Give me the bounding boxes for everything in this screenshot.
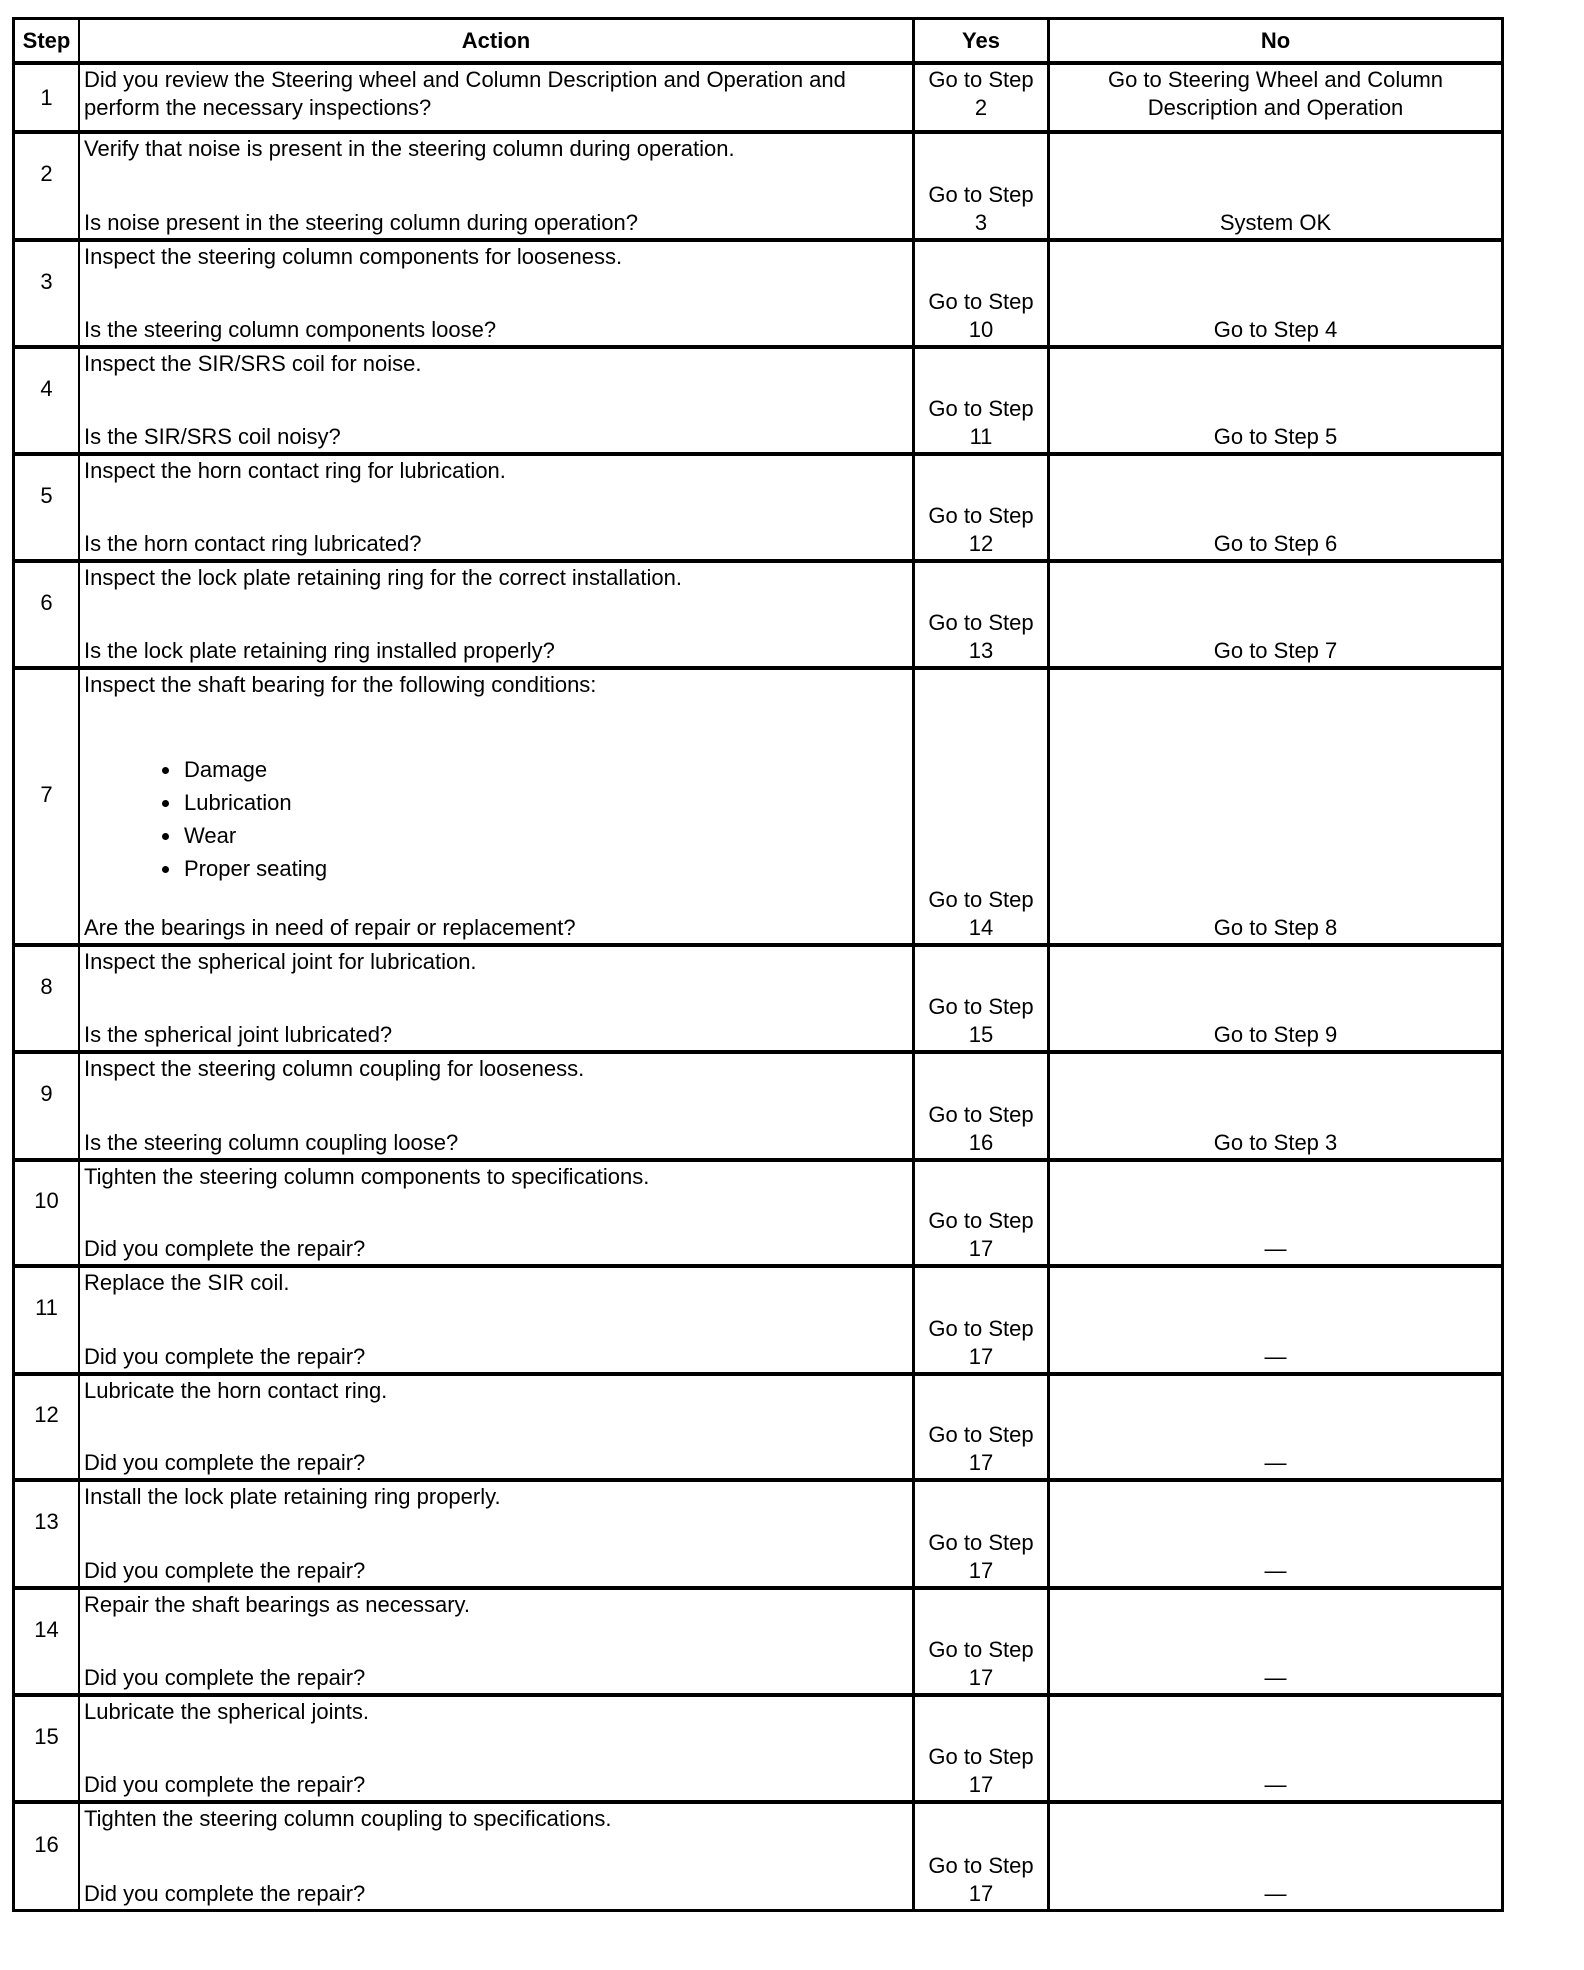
- action-question: Did you complete the repair?: [84, 1450, 366, 1475]
- yes-text: 17: [968, 1236, 994, 1261]
- yes-text: Go to Step: [928, 1853, 1034, 1878]
- step-number: 6: [15, 563, 80, 666]
- action-instruction: Inspect the lock plate retaining ring for the correct installation.: [84, 565, 682, 590]
- action-cell: [80, 1376, 915, 1478]
- yes-text: 3: [974, 210, 988, 235]
- no-cell: [1050, 670, 1501, 943]
- no-text: Go to Step 6: [1213, 531, 1338, 556]
- table-row: [15, 1264, 1501, 1372]
- no-cell: [1050, 1697, 1501, 1800]
- yes-cell: [915, 65, 1050, 130]
- table-row: [15, 1050, 1501, 1158]
- no-text: —: [1264, 1772, 1287, 1797]
- action-question: Are the bearings in need of repair or replacement?: [84, 914, 576, 940]
- yes-cell: [915, 349, 1050, 452]
- condition-item: • Damage: [182, 753, 908, 786]
- table-row: [15, 130, 1501, 238]
- yes-text: 13: [968, 638, 994, 663]
- step-number: 2: [15, 134, 80, 238]
- no-text: —: [1264, 1344, 1287, 1369]
- yes-text: 16: [968, 1130, 994, 1155]
- condition-item: • Proper seating: [182, 852, 908, 885]
- action-cell: [80, 456, 915, 559]
- yes-text: Go to Step: [928, 1208, 1034, 1233]
- no-cell: [1050, 1590, 1501, 1693]
- action-cell: [80, 1804, 915, 1909]
- yes-cell: [915, 1054, 1050, 1158]
- step-number: 16: [15, 1804, 80, 1909]
- no-cell: [1050, 1162, 1501, 1264]
- action-instruction: Inspect the spherical joint for lubrication.: [84, 949, 477, 974]
- condition-list: [84, 753, 908, 885]
- no-cell: [1050, 1268, 1501, 1372]
- yes-cell: [915, 1376, 1050, 1478]
- table-row: [15, 1478, 1501, 1586]
- yes-cell: [915, 670, 1050, 943]
- yes-text: Go to Step: [928, 182, 1034, 207]
- no-cell: [1050, 456, 1501, 559]
- condition-item: • Lubrication: [182, 786, 908, 819]
- yes-text: 17: [968, 1665, 994, 1690]
- no-text: Go to Step 4: [1213, 317, 1338, 342]
- action-instruction: Lubricate the horn contact ring.: [84, 1378, 388, 1403]
- yes-text: 12: [968, 531, 994, 556]
- action-cell: [80, 242, 915, 345]
- action-question: Did you complete the repair?: [84, 1344, 366, 1369]
- action-instruction: Inspect the horn contact ring for lubrication.: [84, 458, 506, 483]
- action-question: Is the SIR/SRS coil noisy?: [84, 424, 341, 449]
- action-cell: [80, 947, 915, 1050]
- no-text: —: [1264, 1665, 1287, 1690]
- yes-text: 17: [968, 1772, 994, 1797]
- yes-text: Go to Step: [928, 396, 1034, 421]
- action-question: Is the spherical joint lubricated?: [84, 1022, 393, 1047]
- step-number: 7: [15, 670, 80, 943]
- action-instruction: Tighten the steering column components to specifications.: [84, 1164, 650, 1189]
- action-question: Is the lock plate retaining ring installed properly?: [84, 638, 555, 663]
- action-question: Did you complete the repair?: [84, 1772, 366, 1797]
- table-row: [15, 1693, 1501, 1800]
- step-number: 15: [15, 1697, 80, 1800]
- yes-text: 11: [969, 424, 993, 449]
- table-row: [15, 559, 1501, 666]
- action-instruction: Did you review the Steering wheel and Column Description and Operation and perform the necessary inspections?: [84, 67, 846, 120]
- action-instruction: Inspect the steering column coupling for looseness.: [84, 1056, 585, 1081]
- yes-cell: [915, 1162, 1050, 1264]
- no-cell: [1050, 563, 1501, 666]
- yes-text: Go to Step: [928, 1744, 1034, 1769]
- action-cell: [80, 563, 915, 666]
- step-number: 11: [15, 1268, 80, 1372]
- header-no: No: [1260, 27, 1291, 53]
- action-cell: [80, 1162, 915, 1264]
- action-cell: [80, 1054, 915, 1158]
- step-number: 13: [15, 1482, 80, 1586]
- action-instruction: Inspect the SIR/SRS coil for noise.: [84, 351, 422, 376]
- table-row: [15, 238, 1501, 345]
- no-text: Go to Step 7: [1213, 638, 1338, 663]
- step-number: 10: [15, 1162, 80, 1264]
- no-text: Description and Operation: [1147, 95, 1404, 120]
- no-cell: [1050, 242, 1501, 345]
- yes-cell: [915, 242, 1050, 345]
- action-instruction: Tighten the steering column coupling to specifications.: [84, 1806, 612, 1831]
- diagnostic-table: [12, 17, 1504, 1912]
- yes-text: Go to Step: [928, 1102, 1034, 1127]
- yes-cell: [915, 1268, 1050, 1372]
- no-text: —: [1264, 1881, 1287, 1906]
- action-cell: [80, 1268, 915, 1372]
- yes-text: Go to Step: [928, 289, 1034, 314]
- step-number: 12: [15, 1376, 80, 1478]
- table-row: [15, 666, 1501, 943]
- action-question: Did you complete the repair?: [84, 1881, 366, 1906]
- action-question: Is the steering column components loose?: [84, 317, 497, 342]
- header-action: Action: [80, 20, 915, 61]
- action-cell: [80, 1482, 915, 1586]
- header-row: [15, 20, 1501, 61]
- yes-cell: [915, 563, 1050, 666]
- no-cell: [1050, 947, 1501, 1050]
- action-question: Did you complete the repair?: [84, 1558, 366, 1583]
- yes-text: 15: [968, 1022, 994, 1047]
- header-yes: Yes: [915, 20, 1050, 61]
- step-number: 8: [15, 947, 80, 1050]
- yes-text: Go to Step: [928, 994, 1034, 1019]
- action-instruction: Install the lock plate retaining ring properly.: [84, 1484, 501, 1509]
- action-question: Did you complete the repair?: [84, 1236, 366, 1261]
- yes-text: Go to Step: [928, 1422, 1034, 1447]
- action-question: Is the horn contact ring lubricated?: [84, 531, 422, 556]
- no-cell: [1050, 1054, 1501, 1158]
- table-row: [15, 1800, 1501, 1909]
- table-row: [15, 1158, 1501, 1264]
- action-instruction: Replace the SIR coil.: [84, 1270, 290, 1295]
- yes-text: 17: [968, 1881, 994, 1906]
- step-number: 4: [15, 349, 80, 452]
- condition-item: • Wear: [182, 819, 908, 852]
- yes-text: Go to Step: [928, 67, 1034, 92]
- yes-text: Go to Step: [928, 1530, 1034, 1555]
- yes-text: 10: [968, 317, 994, 342]
- table-row: [15, 943, 1501, 1050]
- action-question: Is the steering column coupling loose?: [84, 1130, 459, 1155]
- no-cell: [1050, 65, 1501, 130]
- yes-text: Go to Step: [928, 503, 1034, 528]
- action-instruction: Verify that noise is present in the steering column during operation.: [84, 136, 735, 161]
- yes-cell: [915, 1804, 1050, 1909]
- action-cell: [80, 349, 915, 452]
- no-cell: [1050, 1482, 1501, 1586]
- header-step: Step: [15, 20, 80, 61]
- yes-text: Go to Step: [928, 1316, 1034, 1341]
- table-row: [15, 1372, 1501, 1478]
- action-question: Did you complete the repair?: [84, 1665, 366, 1690]
- no-text: Go to Step 9: [1213, 1022, 1338, 1047]
- table-row: [15, 1586, 1501, 1693]
- table-row: [15, 345, 1501, 452]
- no-text: System OK: [1219, 210, 1332, 235]
- action-cell: [80, 670, 915, 943]
- action-cell: [80, 1590, 915, 1693]
- no-cell: [1050, 134, 1501, 238]
- step-number: 5: [15, 456, 80, 559]
- no-text: Go to Step 3: [1213, 1130, 1338, 1155]
- action-cell: [80, 1697, 915, 1800]
- no-cell: [1050, 349, 1501, 452]
- yes-text: 17: [968, 1558, 994, 1583]
- yes-cell: [915, 947, 1050, 1050]
- action-cell: [80, 65, 915, 130]
- action-question: Is noise present in the steering column during operation?: [84, 210, 639, 235]
- no-text: Go to Steering Wheel and Column: [1107, 67, 1444, 92]
- yes-cell: [915, 456, 1050, 559]
- no-cell: [1050, 1804, 1501, 1909]
- table-row: [15, 61, 1501, 130]
- action-instruction: Lubricate the spherical joints.: [84, 1699, 369, 1724]
- no-text: —: [1264, 1450, 1287, 1475]
- no-text: Go to Step 5: [1213, 424, 1338, 449]
- step-number: 14: [15, 1590, 80, 1693]
- yes-cell: [915, 1697, 1050, 1800]
- action-instruction: Inspect the steering column components for looseness.: [84, 244, 623, 269]
- yes-text: 17: [968, 1450, 994, 1475]
- yes-cell: [915, 1482, 1050, 1586]
- no-text: —: [1264, 1236, 1287, 1261]
- yes-text: 17: [968, 1344, 994, 1369]
- action-instruction: Repair the shaft bearings as necessary.: [84, 1592, 471, 1617]
- yes-text: 2: [974, 95, 988, 120]
- step-number: 1: [15, 65, 80, 130]
- no-text: Go to Step 8: [1213, 915, 1338, 940]
- yes-cell: [915, 134, 1050, 238]
- table-row: [15, 452, 1501, 559]
- step-number: 9: [15, 1054, 80, 1158]
- action-cell: [80, 134, 915, 238]
- yes-text: 14: [968, 915, 994, 940]
- yes-text: Go to Step: [928, 1637, 1034, 1662]
- yes-text: Go to Step: [928, 887, 1034, 912]
- no-text: —: [1264, 1558, 1287, 1583]
- step-number: 3: [15, 242, 80, 345]
- yes-text: Go to Step: [928, 610, 1034, 635]
- no-cell: [1050, 1376, 1501, 1478]
- action-instruction: Inspect the shaft bearing for the following conditions:: [84, 672, 597, 697]
- yes-cell: [915, 1590, 1050, 1693]
